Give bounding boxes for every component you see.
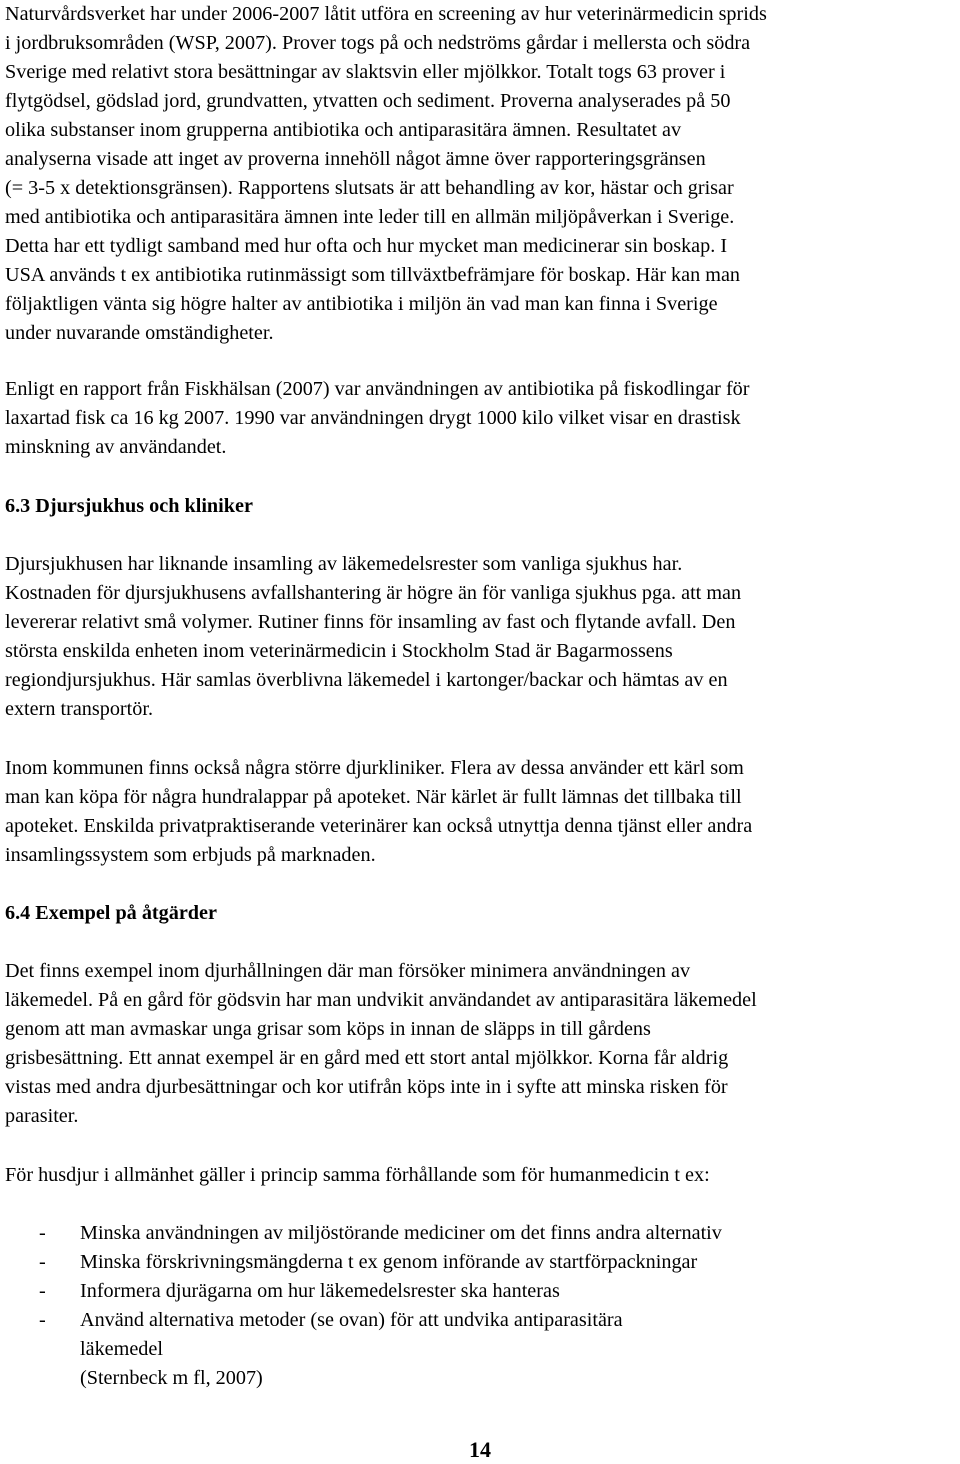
paragraph-wsp-screening [5, 0, 767, 348]
text-line: Använd alternativa metoder (se ovan) för att undvika antiparasitära [80, 1309, 623, 1331]
text-line: Informera djurägarna om hur läkemedelsrester ska hanteras [80, 1280, 560, 1302]
text-line: man kan köpa för några hundralappar på apoteket. När kärlet är fullt lämnas det tillbaka till [5, 786, 742, 808]
text-line: Minska användningen av miljöstörande mediciner om det finns andra alternativ [80, 1222, 722, 1244]
paragraph-djursjukhus [5, 550, 741, 724]
text-line: (= 3-5 x detektionsgränsen). Rapportens slutsats är att behandling av kor, hästar och grisar [5, 177, 734, 199]
list-dash: - [39, 1251, 46, 1273]
list-dash: - [39, 1309, 46, 1331]
text-line: Minska förskrivningsmängderna t ex genom införande av startförpackningar [80, 1251, 698, 1273]
list-item [5, 1306, 955, 1393]
text-line: analyserna visade att inget av proverna innehöll något ämne över rapporteringsgränsen [5, 148, 706, 170]
text-line: i jordbruksområden (WSP, 2007). Prover togs på och nedströms gårdar i mellersta och södra [5, 32, 751, 54]
text-line: apoteket. Enskilda privatpraktiserande veterinärer kan också utnyttja denna tjänst eller andra [5, 815, 753, 837]
text-line: vistas med andra djurbesättningar och kor utifrån köps inte in i syfte att minska risken för [5, 1076, 728, 1098]
list-dash: - [39, 1280, 46, 1302]
paragraph-husdjur [5, 1161, 710, 1190]
text-line: minskning av användandet. [5, 436, 227, 458]
text-line: parasiter. [5, 1105, 79, 1127]
text-line: Det finns exempel inom djurhållningen där man försöker minimera användningen av [5, 960, 691, 982]
text-line: följaktligen vänta sig högre halter av antibiotika i miljön än vad man kan finna i Sverige [5, 293, 718, 315]
paragraph-fiskhalsan [5, 375, 750, 462]
page-number: 14 [469, 1437, 491, 1462]
text-line: med antibiotika och antiparasitära ämnen inte leder till en allmän miljöpåverkan i Sverige. [5, 206, 735, 228]
paragraph-djurkliniker [5, 754, 752, 870]
text-line: Inom kommunen finns också några större djurkliniker. Flera av dessa använder ett kärl som [5, 757, 744, 779]
text-line: Detta har ett tydligt samband med hur ofta och hur mycket man medicinerar sin boskap. I [5, 235, 728, 257]
text-line: olika substanser inom grupperna antibiotika och antiparasitära ämnen. Resultatet av [5, 119, 682, 141]
list-dash: - [39, 1222, 46, 1244]
list-item [5, 1248, 955, 1277]
text-line: genom att man avmaskar unga grisar som köps in innan de släpps in till gårdens [5, 1018, 651, 1040]
text-line: extern transportör. [5, 698, 153, 720]
text-line: flytgödsel, gödslad jord, grundvatten, ytvatten och sediment. Proverna analyserades på 50 [5, 90, 731, 112]
text-line: Kostnaden för djursjukhusens avfallshantering är högre än för vanliga sjukhus pga. att man [5, 582, 742, 604]
text-line: största enskilda enheten inom veterinärmedicin i Stockholm Stad är Bagarmossens [5, 640, 673, 662]
text-line: USA används t ex antibiotika rutinmässigt som tillväxtbefrämjare för boskap. Här kan man [5, 264, 740, 286]
text-line: För husdjur i allmänhet gäller i princip samma förhållande som för humanmedicin t ex: [5, 1164, 710, 1186]
text-line: Naturvårdsverket har under 2006-2007 låtit utföra en screening av hur veterinärmedicin sprids [5, 3, 767, 25]
list-item [5, 1219, 955, 1248]
text-line: Enligt en rapport från Fiskhälsan (2007) var användningen av antibiotika på fiskodlingar för [5, 378, 750, 400]
text-line: grisbesättning. Ett annat exempel är en gård med ett stort antal mjölkkor. Korna får aldrig [5, 1047, 729, 1069]
paragraph-exempel-djurhallning [5, 957, 757, 1131]
text-line: insamlingssystem som erbjuds på marknaden. [5, 844, 376, 866]
measures-list [5, 1219, 955, 1393]
section-heading-6-3: 6.3 Djursjukhus och kliniker [5, 495, 253, 517]
text-line: levererar relativt små volymer. Rutiner finns för insamling av fast och flytande avfall. Den [5, 611, 736, 633]
text-line: under nuvarande omständigheter. [5, 322, 274, 344]
citation: (Sternbeck m fl, 2007) [80, 1367, 263, 1389]
text-line: läkemedel. På en gård för gödsvin har man undvikit användandet av antiparasitära läkemedel [5, 989, 757, 1011]
text-line: Djursjukhusen har liknande insamling av läkemedelsrester som vanliga sjukhus har. [5, 553, 683, 575]
list-item [5, 1277, 955, 1306]
text-line: regiondjursjukhus. Här samlas överblivna läkemedel i kartonger/backar och hämtas av en [5, 669, 728, 691]
section-heading-6-4: 6.4 Exempel på åtgärder [5, 902, 217, 924]
text-line: Sverige med relativt stora besättningar av slaktsvin eller mjölkkor. Totalt togs 63 prover i [5, 61, 726, 83]
text-line: laxartad fisk ca 16 kg 2007. 1990 var användningen drygt 1000 kilo vilket visar en drastisk [5, 407, 741, 429]
text-line: läkemedel [80, 1338, 163, 1360]
